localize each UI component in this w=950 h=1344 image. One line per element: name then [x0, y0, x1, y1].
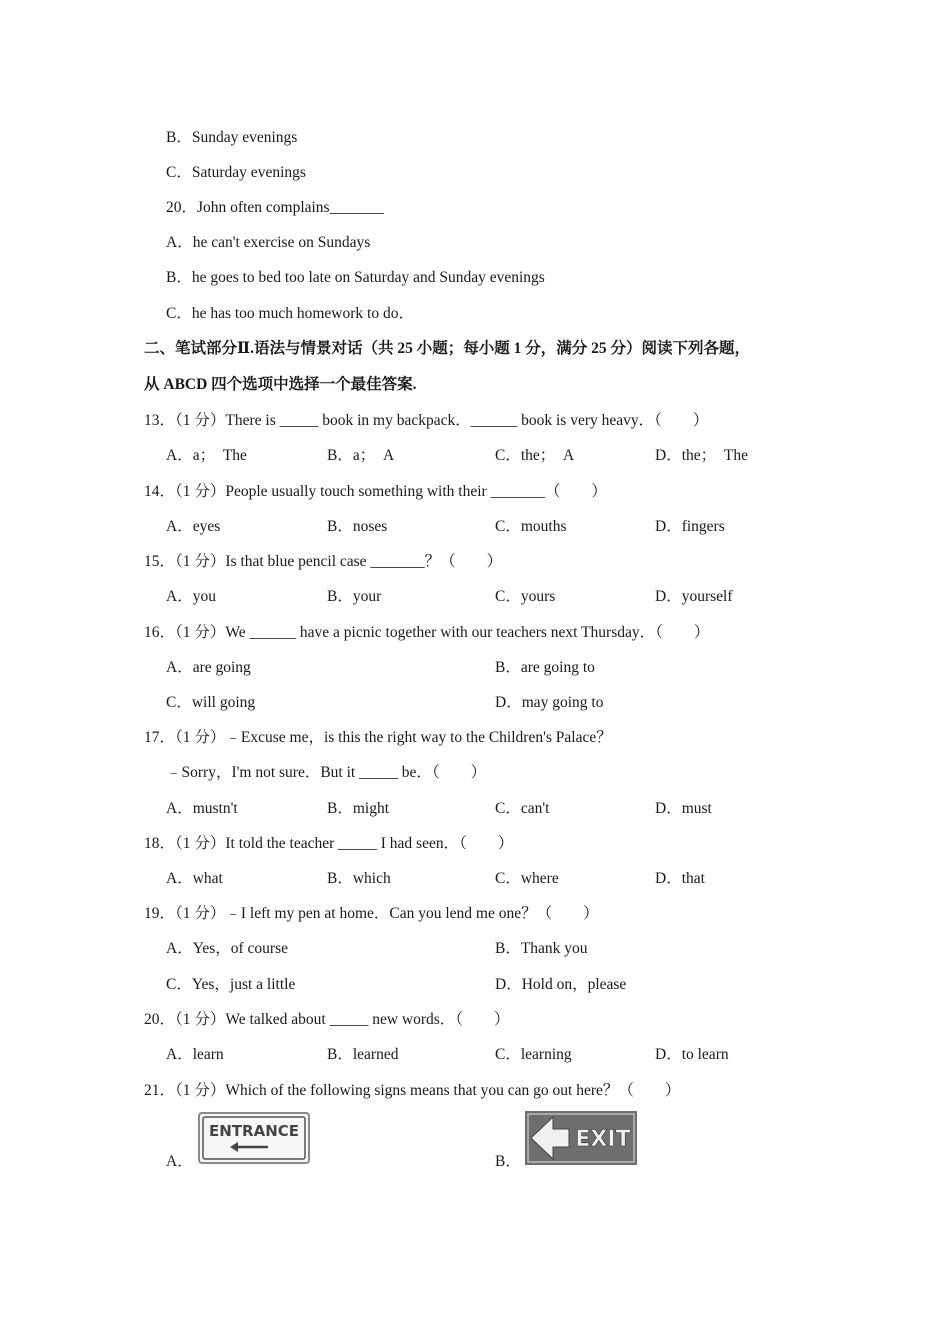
question-14-option-a: A．eyes: [166, 518, 221, 535]
question-17-stem: 17．（1 分）﹣Excuse me，is this the right way to the Children's Palace？: [144, 729, 612, 746]
question-20-option-c: C．learning: [495, 1046, 572, 1063]
question-15-stem: 15．（1 分）Is that blue pencil case _______？（ ）: [144, 553, 503, 570]
question-21-stem: 21．（1 分）Which of the following signs means that you can go out here？（ ）: [144, 1082, 681, 1099]
question-21-option-a: A．: [166, 1153, 193, 1170]
reading-question-20-option-c: C．he has too much homework to do．: [166, 305, 414, 322]
question-13-option-c: C．the； A: [495, 447, 575, 464]
entrance-sign-image: [198, 1112, 310, 1164]
question-14-option-d: D．fingers: [655, 518, 725, 535]
question-20-stem: 20．（1 分）We talked about _____ new words．（ ）: [144, 1011, 510, 1028]
question-13-stem: 13．（1 分）There is _____ book in my backpack．______ book is very heavy．（ ）: [144, 412, 709, 429]
question-15-option-d: D．yourself: [655, 588, 733, 605]
question-20-option-d: D．to learn: [655, 1046, 729, 1063]
question-19-stem: 19．（1 分）﹣I left my pen at home．Can you lend me one？（ ）: [144, 905, 599, 922]
question-13-option-a: A．a； The: [166, 447, 247, 464]
option-c-saturday-evenings: C．Saturday evenings: [166, 164, 306, 181]
question-17-option-a: A．mustn't: [166, 800, 238, 817]
question-16-stem: 16．（1 分）We ______ have a picnic together with our teachers next Thursday．（ ）: [144, 624, 710, 641]
question-17-stem-reply: ﹣Sorry，I'm not sure．But it _____ be．（ ）: [166, 764, 487, 781]
question-19-option-c: C．Yes，just a little: [166, 976, 296, 993]
question-20-option-a: A．learn: [166, 1046, 224, 1063]
question-18-option-b: B．which: [327, 870, 391, 887]
question-17-option-c: C．can't: [495, 800, 550, 817]
question-19-option-b: B．Thank you: [495, 940, 588, 957]
question-14-option-b: B．noses: [327, 518, 388, 535]
question-15-option-a: A．you: [166, 588, 216, 605]
question-14-stem: 14．（1 分）People usually touch something with their _______（ ）: [144, 483, 607, 500]
question-18-option-c: C．where: [495, 870, 559, 887]
section-heading-line2: 从 ABCD 四个选项中选择一个最佳答案.: [144, 376, 417, 393]
question-16-option-b: B．are going to: [495, 659, 595, 676]
question-17-option-d: D．must: [655, 800, 712, 817]
exit-sign-image: [525, 1111, 637, 1165]
option-b-sunday-evenings: B．Sunday evenings: [166, 129, 298, 146]
reading-question-20-stem: 20．John often complains_______: [166, 199, 384, 216]
question-18-option-d: D．that: [655, 870, 705, 887]
question-21-option-b: B．: [495, 1153, 521, 1170]
question-15-option-c: C．yours: [495, 588, 556, 605]
question-14-option-c: C．mouths: [495, 518, 567, 535]
question-17-option-b: B．might: [327, 800, 390, 817]
reading-question-20-option-a: A．he can't exercise on Sundays: [166, 234, 371, 251]
reading-question-20-option-b: B．he goes to bed too late on Saturday and Sunday evenings: [166, 269, 545, 286]
section-heading-line1: 二、笔试部分Ⅱ.语法与情景对话（共 25 小题；每小题 1 分，满分 25 分）阅读下列各题，: [144, 340, 750, 357]
question-18-option-a: A．what: [166, 870, 223, 887]
question-18-stem: 18．（1 分）It told the teacher _____ I had seen．（ ）: [144, 835, 514, 852]
question-19-option-a: A．Yes，of course: [166, 940, 288, 957]
exit-sign-text: EXIT: [575, 1127, 631, 1152]
question-13-option-d: D．the； The: [655, 447, 748, 464]
question-15-option-b: B．your: [327, 588, 382, 605]
question-16-option-c: C．will going: [166, 694, 256, 711]
question-20-option-b: B．learned: [327, 1046, 399, 1063]
question-16-option-d: D．may going to: [495, 694, 604, 711]
question-19-option-d: D．Hold on，please: [495, 976, 627, 993]
question-13-option-b: B．a； A: [327, 447, 395, 464]
question-16-option-a: A．are going: [166, 659, 251, 676]
entrance-sign-text: ENTRANCE: [209, 1122, 299, 1140]
